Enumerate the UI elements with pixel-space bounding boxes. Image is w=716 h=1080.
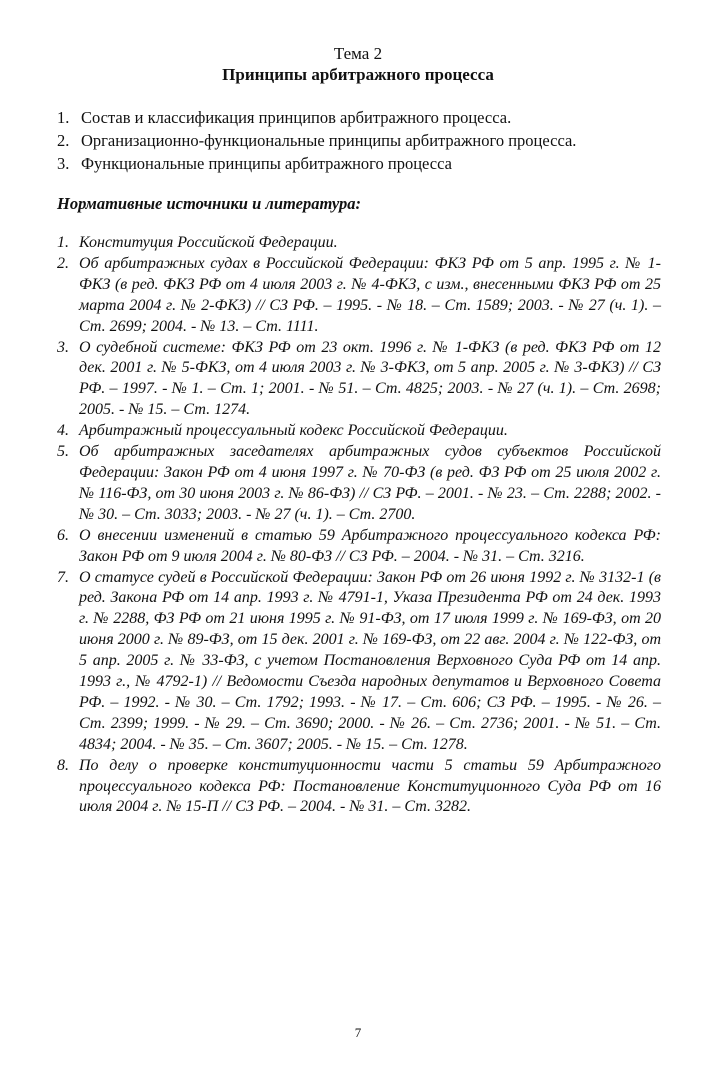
source-item-number: 1. xyxy=(57,234,69,251)
source-item-number: 5. xyxy=(57,443,69,461)
source-item xyxy=(57,568,661,756)
source-item-number: 4. xyxy=(57,422,69,440)
plan-item-number: 3. xyxy=(57,154,70,173)
source-item-text: Об арбитражных судах в Российской Федерации: ФКЗ РФ от 5 апр. 1995 г. № 1-ФКЗ (в ред. ФКЗ РФ от 4 июля 2003 г. № 4-ФКЗ, с изм., внесенными ФКЗ РФ от 25 марта 2004 г. № 2-ФКЗ) // СЗ РФ. – 1995. - № 18. – Ст. 1589; 2003. - № 27 (ч. 1). – Ст. 2699; 2004. - № 13. – Ст. 1111. xyxy=(79,254,661,335)
topic-label: Тема 2 xyxy=(333,44,383,63)
source-item-number: 7. xyxy=(57,568,69,586)
plan-item-text: Организационно-функциональные принципы арбитражного процесса. xyxy=(81,131,577,150)
source-item-number: 2. xyxy=(57,254,69,272)
source-item xyxy=(57,421,661,442)
source-item-text: О судебной системе: ФКЗ РФ от 23 окт. 1996 г. № 1-ФКЗ (в ред. ФКЗ РФ от 12 дек. 2001 г. № 5-ФКЗ, от 4 июля 2003 г. № 3-ФКЗ, от 5 апр. 2005 г. № 3-ФКЗ) // СЗ РФ. – 1997. - № 1. – Ст. 1; 2001. - № 51. – Ст. 4825; 2003. - № 27 (ч. 1). – Ст. 2698; 2005. - № 15. – Ст. 1274. xyxy=(79,338,661,419)
source-item-text: Арбитражный процессуальный кодекс Российской Федерации. xyxy=(79,422,508,440)
source-item-text: О внесении изменений в статью 59 Арбитражного процессуального кодекса РФ: Закон РФ от 9 июля 2004 г. № 80-ФЗ // СЗ РФ. – 2004. - № 31. – Ст. 3216. xyxy=(79,526,661,565)
plan-item-text: Функциональные принципы арбитражного процесса xyxy=(81,154,452,173)
sources-list xyxy=(57,233,661,818)
source-item xyxy=(57,233,661,254)
source-item xyxy=(57,442,661,526)
plan-item-text: Состав и классификация принципов арбитражного процесса. xyxy=(81,108,512,127)
source-item-text: Об арбитражных заседателях арбитражных судов субъектов Российской Федерации: Закон РФ от 4 июня 1997 г. № 70-ФЗ (в ред. ФЗ РФ от 25 июля 2002 г. № 116-ФЗ, от 30 июня 2003 г. № 86-ФЗ) // СЗ РФ. – 2001. - № 23. – Ст. 2288; 2002. - № 30. – Ст. 3033; 2003. - № 27 (ч. 1). – Ст. 2700. xyxy=(79,443,661,523)
source-item-number: 3. xyxy=(57,338,69,356)
plan-item xyxy=(57,106,677,129)
plan-item-number: 1. xyxy=(57,108,70,127)
plan-item-number: 2. xyxy=(57,131,70,150)
topic-plan-list xyxy=(57,106,677,175)
plan-item xyxy=(57,152,677,175)
source-item xyxy=(57,526,661,568)
page-title: Принципы арбитражного процесса xyxy=(222,65,494,84)
page-number: 7 xyxy=(354,1025,362,1040)
source-item-text: Конституция Российской Федерации. xyxy=(79,234,338,251)
source-item-number: 6. xyxy=(57,526,69,544)
source-item xyxy=(57,254,661,338)
source-item-text: О статусе судей в Российской Федерации: Закон РФ от 26 июня 1992 г. № 3132-1 (в ред. Закона РФ от 14 апр. 1993 г. № 4791-1, Указа Президента РФ от 24 дек. 1993 г. № 2288, ФЗ РФ от 21 июня 1995 г. № 91-ФЗ, от 17 июля 1999 г. № 169-ФЗ, от 20 июня 2000 г. № 89-ФЗ, от 15 дек. 2001 г. № 169-ФЗ, от 22 авг. 2004 г. № 122-ФЗ, от 5 апр. 2005 г. № 33-ФЗ, с учетом Постановления Верховного Суда РФ от 14 апр. 1993 г., № 4792-1) // Ведомости Съезда народных депутатов и Верховного Совета РФ. – 1992. - № 30. – Ст. 1792; 1993. - № 17. – Ст. 606; СЗ РФ. – 1995. - № 26. – Ст. 2399; 1999. - № 29. – Ст. 3690; 2000. - № 26. – Ст. 2736; 2001. - № 51. – Ст. 4834; 2004. - № 35. – Ст. 3607; 2005. - № 15. – Ст. 1278. xyxy=(79,568,661,753)
source-item xyxy=(57,756,661,819)
source-item-number: 8. xyxy=(57,756,69,774)
source-item xyxy=(57,338,661,422)
plan-item xyxy=(57,129,677,152)
source-item-text: По делу о проверке конституционности части 5 статьи 59 Арбитражного процессуального кодекса РФ: Постановление Конституционного Суда РФ от 16 июля 2004 г. № 15-П // СЗ РФ. – 2004. - № 31. – Ст. 3282. xyxy=(79,756,661,816)
literature-heading: Нормативные источники и литература: xyxy=(57,194,362,213)
